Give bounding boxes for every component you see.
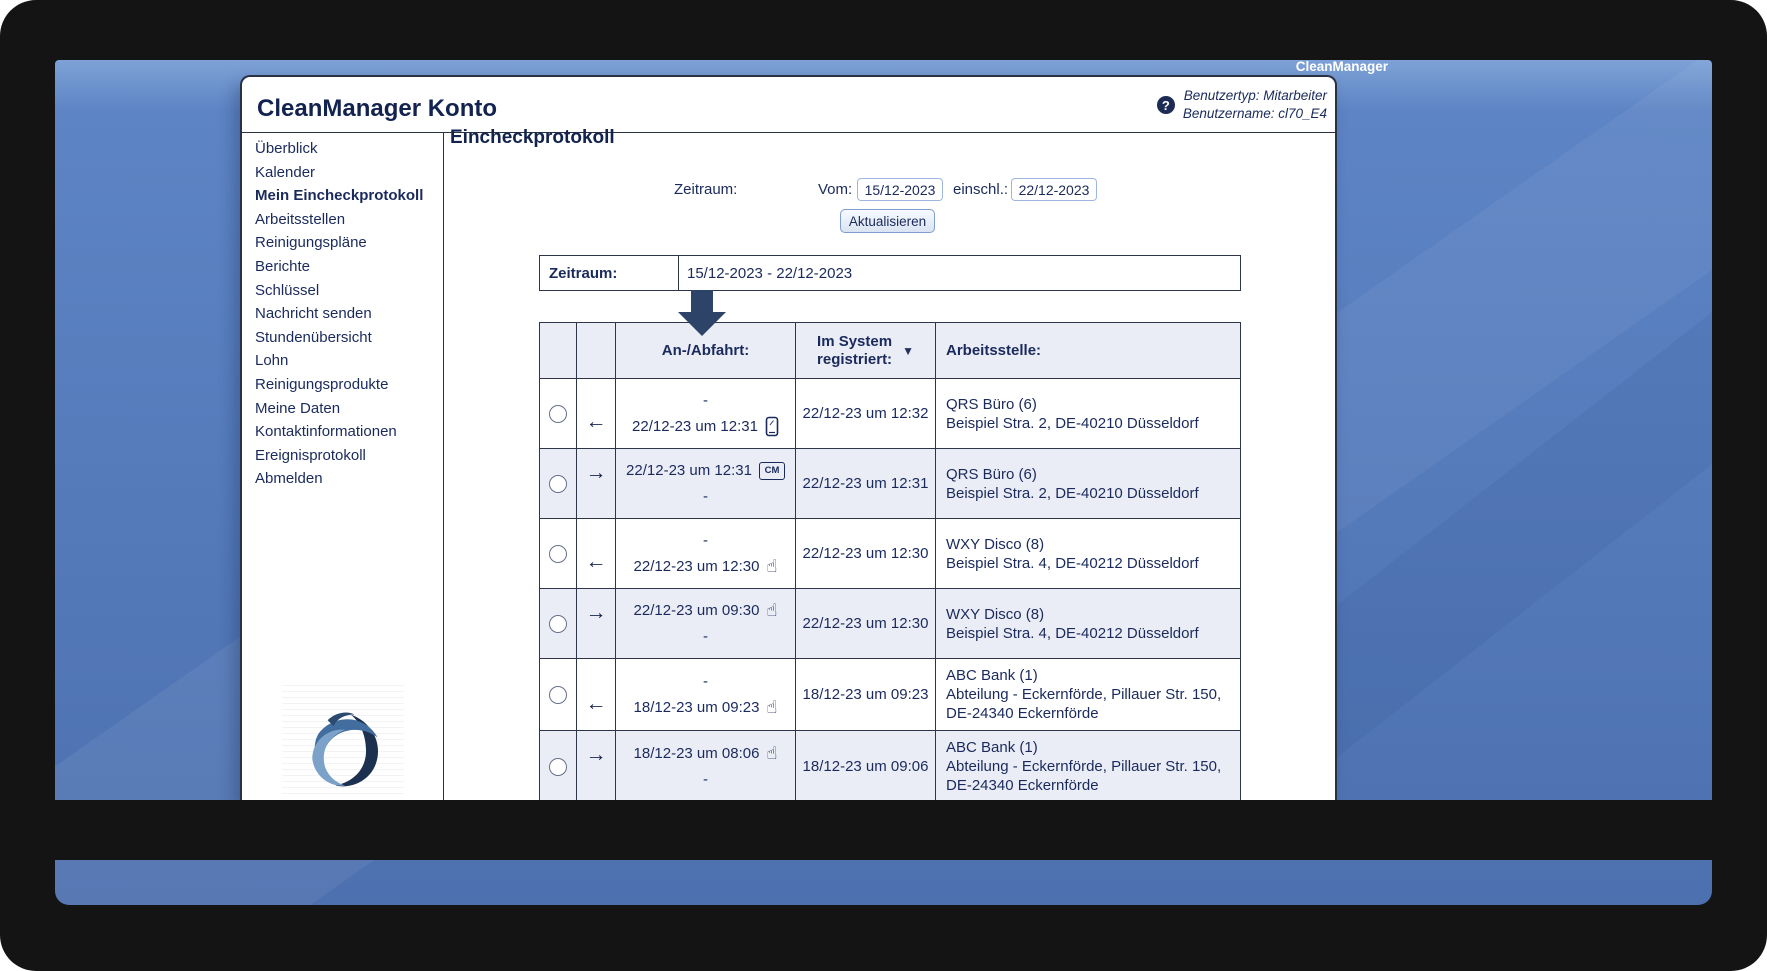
sidebar-item-meine-daten[interactable]: Meine Daten <box>255 399 341 417</box>
update-button[interactable]: Aktualisieren <box>840 209 935 233</box>
user-info <box>1157 87 1327 123</box>
hand-icon: ☝ <box>766 697 778 718</box>
departure-time: - <box>703 673 708 690</box>
sidebar-item-reinigungsplaene[interactable]: Reinigungspläne <box>255 234 367 252</box>
sidebar-item-ueberblick[interactable]: Überblick <box>255 140 318 157</box>
workplace-name: WXY Disco (8) <box>946 605 1045 623</box>
row-select-radio[interactable] <box>549 475 567 493</box>
workplace-name: QRS Büro (6) <box>946 465 1037 483</box>
user-type: Benutzertyp: Mitarbeiter <box>1183 88 1327 103</box>
hand-icon: ☝ <box>766 600 778 621</box>
departure-time: - <box>703 532 708 549</box>
sidebar-item-arbeitsstellen[interactable]: Arbeitsstellen <box>255 210 346 228</box>
to-label: einschl.: <box>953 181 1009 198</box>
table-row <box>540 379 1240 449</box>
help-icon[interactable]: ? <box>1157 96 1175 114</box>
sidebar-item-schluessel[interactable]: Schlüssel <box>255 281 320 299</box>
cm-icon: CM <box>759 462 785 480</box>
registered-time: 22/12-23 um 12:30 <box>802 545 929 562</box>
user-name: Benutzername: cl70_E4 <box>1182 106 1327 121</box>
row-select-radio[interactable] <box>549 545 567 563</box>
arrival-time: - <box>703 488 708 505</box>
logo-swirl-icon <box>295 699 391 799</box>
departure-time: - <box>703 392 708 409</box>
arrow-right-icon: → <box>585 601 607 624</box>
col-header-registered[interactable]: Im System registriert: ▼ <box>796 323 936 378</box>
page-title: Eincheckprotokoll <box>450 127 615 148</box>
header-divider <box>242 132 1335 133</box>
checkin-table <box>539 322 1241 803</box>
workplace-address: Beispiel Stra. 4, DE-40212 Düsseldorf <box>946 624 1199 642</box>
workplace-name: WXY Disco (8) <box>946 535 1045 553</box>
registered-time: 18/12-23 um 09:06 <box>802 758 929 775</box>
arrival-time: - <box>703 628 708 645</box>
row-select-radio[interactable] <box>549 686 567 704</box>
table-header-row <box>540 323 1240 379</box>
arrival-time: 18/12-23 um 09:23 <box>633 699 760 716</box>
period-filter <box>450 178 1320 202</box>
sidebar-item-berichte[interactable]: Berichte <box>255 257 311 275</box>
table-row <box>540 519 1240 589</box>
table-row <box>540 589 1240 659</box>
registered-time: 22/12-23 um 12:31 <box>802 475 929 492</box>
to-date-input[interactable] <box>1011 178 1097 201</box>
table-row <box>540 449 1240 519</box>
sort-desc-icon[interactable]: ▼ <box>902 343 914 358</box>
arrow-right-icon: → <box>585 461 607 484</box>
sidebar-item-ereignisprotokoll[interactable]: Ereignisprotokoll <box>255 446 366 464</box>
period-summary-box <box>539 255 1241 291</box>
cleanmanager-brand-label: CleanManager <box>1295 59 1388 74</box>
table-row <box>540 659 1240 731</box>
summary-value: 15/12-2023 - 22/12-2023 <box>687 264 853 282</box>
sidebar-item-abmelden[interactable]: Abmelden <box>255 470 323 488</box>
from-label: Vom: <box>818 181 853 198</box>
workplace-address: DE-24340 Eckernförde <box>946 705 1099 722</box>
row-select-radio[interactable] <box>549 405 567 423</box>
row-select-radio[interactable] <box>549 758 567 776</box>
workplace-address: Beispiel Stra. 2, DE-40210 Düsseldorf <box>946 414 1199 432</box>
departure-time: 22/12-23 um 12:31 <box>626 462 752 479</box>
workplace-address: Abteilung - Eckernförde, Pillauer Str. 150, <box>946 758 1222 775</box>
row-select-radio[interactable] <box>549 615 567 633</box>
sidebar-item-kalender[interactable]: Kalender <box>255 163 316 181</box>
workplace-name: QRS Büro (6) <box>946 395 1037 413</box>
arrow-right-icon: → <box>585 743 607 766</box>
sidebar-divider <box>443 133 444 802</box>
summary-label: Zeitraum: <box>549 264 618 282</box>
app-window <box>240 75 1337 802</box>
hand-icon: ☝ <box>766 743 778 764</box>
hand-icon: ☝ <box>766 556 778 577</box>
from-date-input[interactable] <box>857 178 943 201</box>
arrival-time: - <box>703 771 708 788</box>
table-row <box>540 731 1240 802</box>
workplace-address: Beispiel Stra. 4, DE-40212 Düsseldorf <box>946 554 1199 572</box>
workplace-address: Abteilung - Eckernförde, Pillauer Str. 150, <box>946 686 1222 703</box>
sidebar-item-nachricht-senden[interactable]: Nachricht senden <box>255 305 372 323</box>
arrow-left-icon: ← <box>585 410 607 433</box>
sidebar-item-kontaktinformationen[interactable]: Kontaktinformationen <box>255 423 397 441</box>
departure-time: 18/12-23 um 08:06 <box>633 745 760 762</box>
col-header-arrival: An-/Abfahrt: <box>661 342 750 359</box>
phone-icon <box>765 416 779 437</box>
sidebar-item-stundenuebersicht[interactable]: Stundenübersicht <box>255 328 372 346</box>
sidebar-nav <box>255 137 437 491</box>
sidebar-item-reinigungsprodukte[interactable]: Reinigungsprodukte <box>255 375 389 393</box>
sidebar-item-lohn[interactable]: Lohn <box>255 352 289 370</box>
arrival-time: 22/12-23 um 12:31 <box>632 418 758 435</box>
workplace-address: Beispiel Stra. 2, DE-40210 Düsseldorf <box>946 484 1199 502</box>
workplace-name: ABC Bank (1) <box>946 739 1038 756</box>
big-down-arrow-icon <box>678 290 726 336</box>
workplace-address: DE-24340 Eckernförde <box>946 777 1099 794</box>
window-title: CleanManager Konto <box>257 95 498 122</box>
arrow-left-icon: ← <box>585 550 607 573</box>
registered-time: 18/12-23 um 09:23 <box>802 686 929 703</box>
departure-time: 22/12-23 um 09:30 <box>633 602 760 619</box>
period-label: Zeitraum: <box>674 181 738 198</box>
arrow-left-icon: ← <box>585 692 607 715</box>
frame-bottom-band <box>0 800 1767 860</box>
registered-time: 22/12-23 um 12:32 <box>802 405 929 422</box>
registered-time: 22/12-23 um 12:30 <box>802 615 929 632</box>
workplace-name: ABC Bank (1) <box>946 667 1038 684</box>
sidebar-item-mein-eincheckprotokoll[interactable]: Mein Eincheckprotokoll <box>255 187 424 205</box>
cleanmanager-logo <box>282 681 404 799</box>
col-header-workplace: Arbeitsstelle: <box>946 342 1042 359</box>
arrival-time: 22/12-23 um 12:30 <box>633 558 760 575</box>
